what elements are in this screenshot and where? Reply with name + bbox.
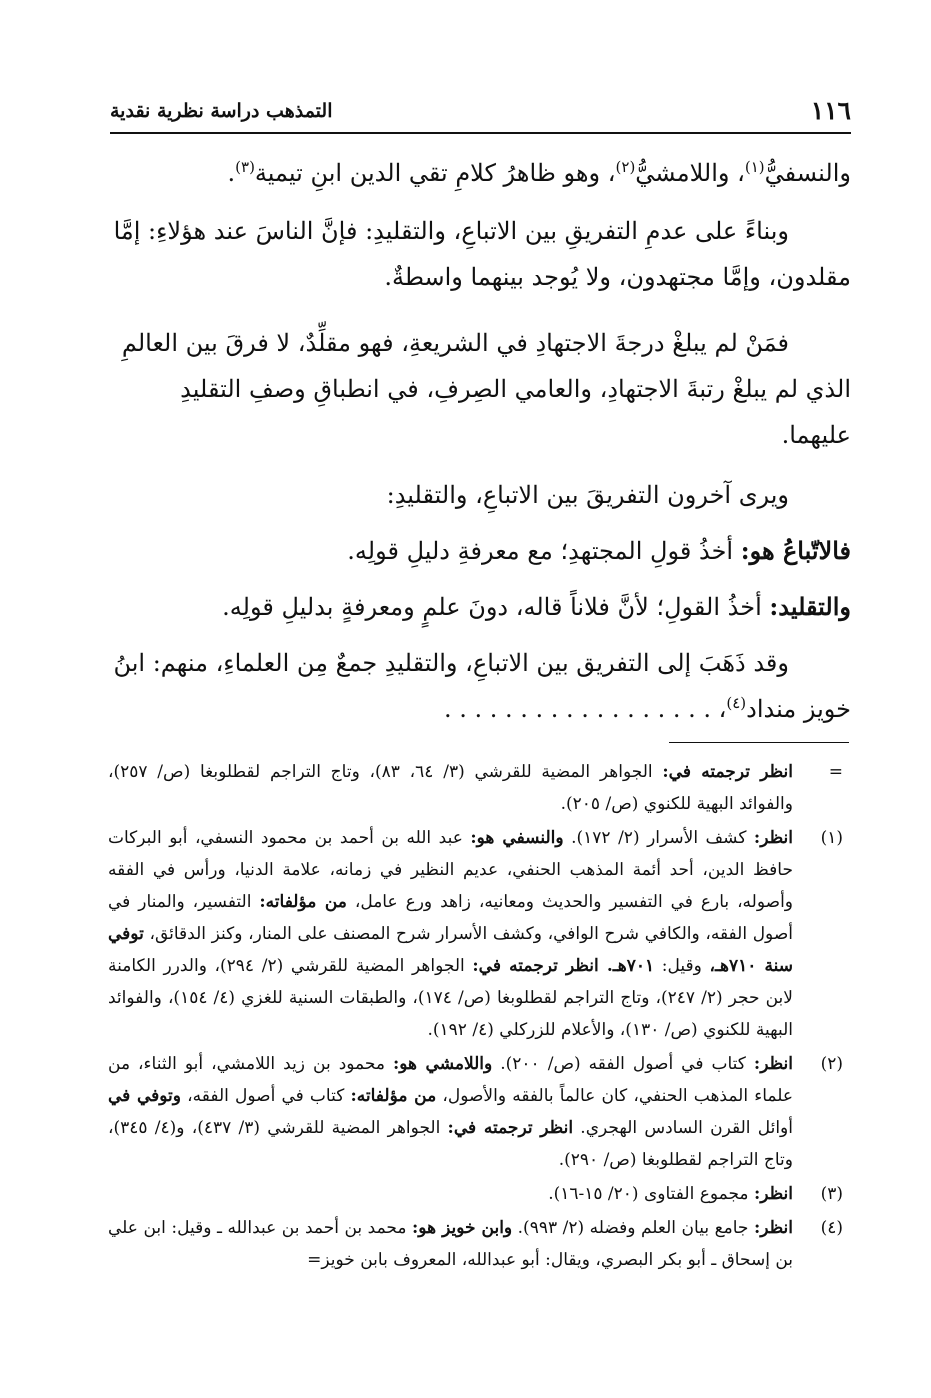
footnote-mark: (٢): [820, 1054, 843, 1074]
p1-end: .: [227, 159, 236, 187]
paragraph-5: [110, 528, 851, 574]
ittiba-definition: أخذُ قولِ المجتهدِ؛ مع معرفةِ دليلِ قولِه.: [347, 537, 741, 565]
taqlid-definition: أخذُ القولِ؛ لأنَّ فلاناً قاله، دونَ علمٍ ومعرفةٍ بدليلِ قولِه.: [222, 593, 770, 621]
footnote-text: وقيل:: [654, 956, 710, 976]
footnote-label: انظر ترجمته في:: [447, 1118, 574, 1138]
page-number: ١١٦: [810, 96, 851, 125]
footnote-text: مجموع الفتاوى (٢٠/ ١٥-١٦).: [548, 1184, 754, 1204]
p1-text: والنسفيُّ: [764, 159, 851, 187]
footnote-label: من مؤلفاته:: [259, 892, 347, 912]
p1-mid: ، واللامشيُّ: [635, 159, 745, 187]
footnote-label: توفي سنة ٧١٠هـ،: [108, 924, 793, 976]
footnote-text: التفسير، والمنار في أصول الفقه، والكافي شرح الوافي، وكشف الأسرار شرح المصنف على المنار، وكنز الدقائق،: [108, 892, 793, 944]
ittiba-label: فالاتّباعُ هو:: [740, 536, 851, 565]
footnote-text: الجواهر المضية للقرشي (٢/ ٢٩٤)، والدرر الكامنة لابن حجر (٢/ ٢٤٧)، وتاج التراجم لقطلوبغا (ص/ ١٧٤)، والطبقات السنية للغزي (٤/ ١٥٤)، والفوائد البهية للكنوي (ص/ ١٣٠)، والأعلام للزركلي (٤/ ١٩٢).: [108, 956, 793, 1040]
footnote-label: من مؤلفاته:: [350, 1086, 437, 1106]
footnote-text: جامع بيان العلم وفضله (٢/ ٩٩٣).: [512, 1218, 754, 1238]
footnote-4: [108, 1212, 851, 1276]
ellipsis-dots: . . . . . . . . . . . . . . . . . .: [443, 695, 711, 723]
paragraph-2: وبناءً على عدمِ التفريقِ بين الاتباعِ، والتقليدِ: فإنَّ الناسَ عند هؤلاءِ: إمَّا مقلدون، وإمَّا مجتهدون، ولا يُوجد بينهما واسطةٌ.: [113, 217, 851, 291]
footnote-label: وابن خويز هو:: [412, 1218, 513, 1238]
footnote-label: انظر:: [753, 1184, 793, 1204]
footnote-separator: [669, 742, 849, 743]
footnotes: [108, 756, 851, 1278]
footnote-mark: (٤): [820, 1218, 843, 1238]
footnote-continuation: [108, 756, 851, 820]
paragraph-7: [110, 640, 851, 732]
footnote-text: عبد الله بن أحمد بن محمود النسفي، أبو البركات حافظ الدين، أحد أئمة المذهب الحنفي، عديم النظير في زمانه، علامة الدنيا، ورأس في الفقه وأصوله، بارع في التفسير والحديث ومعانيه، زاهد ورع عامل،: [108, 828, 794, 912]
paragraph-6: [110, 584, 851, 630]
p1-mid2: ، وهو ظاهرُ كلامِ تقي الدين ابنِ تيمية: [254, 159, 616, 187]
footnote-text: كشف الأسرار (٢/ ١٧٢).: [563, 828, 754, 848]
footnote-label: واللامشي هو:: [392, 1054, 493, 1074]
paragraph-4: ويرى آخرون التفريقَ بين الاتباعِ، والتقليدِ:: [386, 481, 789, 509]
footnote-ref-2[interactable]: (٢): [615, 158, 636, 176]
taqlid-label: والتقليد:: [769, 592, 851, 621]
paragraph-1: [110, 150, 851, 196]
footnote-ref-1[interactable]: (١): [744, 158, 765, 176]
running-title: التمذهب دراسة نظرية نقدية: [110, 100, 333, 122]
footnote-3: [108, 1178, 851, 1210]
footnote-text: محمد بن أحمد بن عبدالله ـ وقيل: ابن علي بن إسحاق ـ أبو بكر البصري، ويقال: أبو عبدالله، المعروف بابن خويز=: [108, 1218, 793, 1270]
footnote-mark: (١): [820, 828, 843, 848]
p7-text: وقد ذَهَبَ إلى التفريق بين الاتباعِ، والتقليدِ جمعٌ مِن العلماءِ، منهم: ابنُ خويز منداد: [113, 649, 851, 723]
footnote-label: وتوفي في: [108, 1086, 181, 1106]
footnote-label: انظر:: [753, 828, 793, 848]
footnote-2: [108, 1048, 851, 1176]
footnote-text: الجواهر المضية للقرشي (٣/ ٦٤، ٨٣)، وتاج التراجم لقطلوبغا (ص/ ٢٥٧)، والفوائد البهية للكنوي (ص/ ٢٠٥).: [108, 762, 793, 814]
footnote-label: ٧٠١هـ. انظر ترجمته في:: [472, 956, 655, 976]
page-header: [110, 92, 851, 134]
footnote-text: كتاب في أصول الفقه (ص/ ٢٠٠).: [492, 1054, 754, 1074]
footnote-mark: =: [828, 762, 843, 782]
footnote-label: انظر:: [753, 1054, 793, 1074]
footnote-text: الجواهر المضية للقرشي (٣/ ٤٣٧)، و(٤/ ٣٤٥)، وتاج التراجم لقطلوبغا (ص/ ٢٩٠).: [108, 1118, 793, 1170]
footnote-ref-3[interactable]: (٣): [235, 158, 255, 176]
main-text: [110, 150, 851, 732]
footnote-label: والنسفي هو:: [470, 828, 564, 848]
footnote-text: محمود بن زيد اللامشي، أبو الثناء، من علماء المذهب الحنفي، كان عالماً بالفقه والأصول،: [108, 1054, 794, 1106]
footnote-text: كتاب في أصول الفقه،: [181, 1086, 351, 1106]
paragraph-3: فمَنْ لم يبلغْ درجةَ الاجتهادِ في الشريعةِ، فهو مقلِّدٌ، لا فرقَ بين العالمِ الذي لم يبلغْ رتبةَ الاجتهادِ، والعامي الصِرفِ، في انطباقِ وصفِ التقليدِ عليهما.: [121, 329, 851, 449]
footnote-label: انظر ترجمته في:: [662, 762, 793, 782]
footnote-mark: (٣): [820, 1184, 843, 1204]
footnote-1: [108, 822, 851, 1046]
footnote-ref-4[interactable]: (٤): [726, 694, 747, 712]
footnote-label: انظر:: [753, 1218, 793, 1238]
footnote-text: أوائل القرن السادس الهجري.: [573, 1118, 793, 1138]
p7-end: ،: [711, 695, 727, 723]
